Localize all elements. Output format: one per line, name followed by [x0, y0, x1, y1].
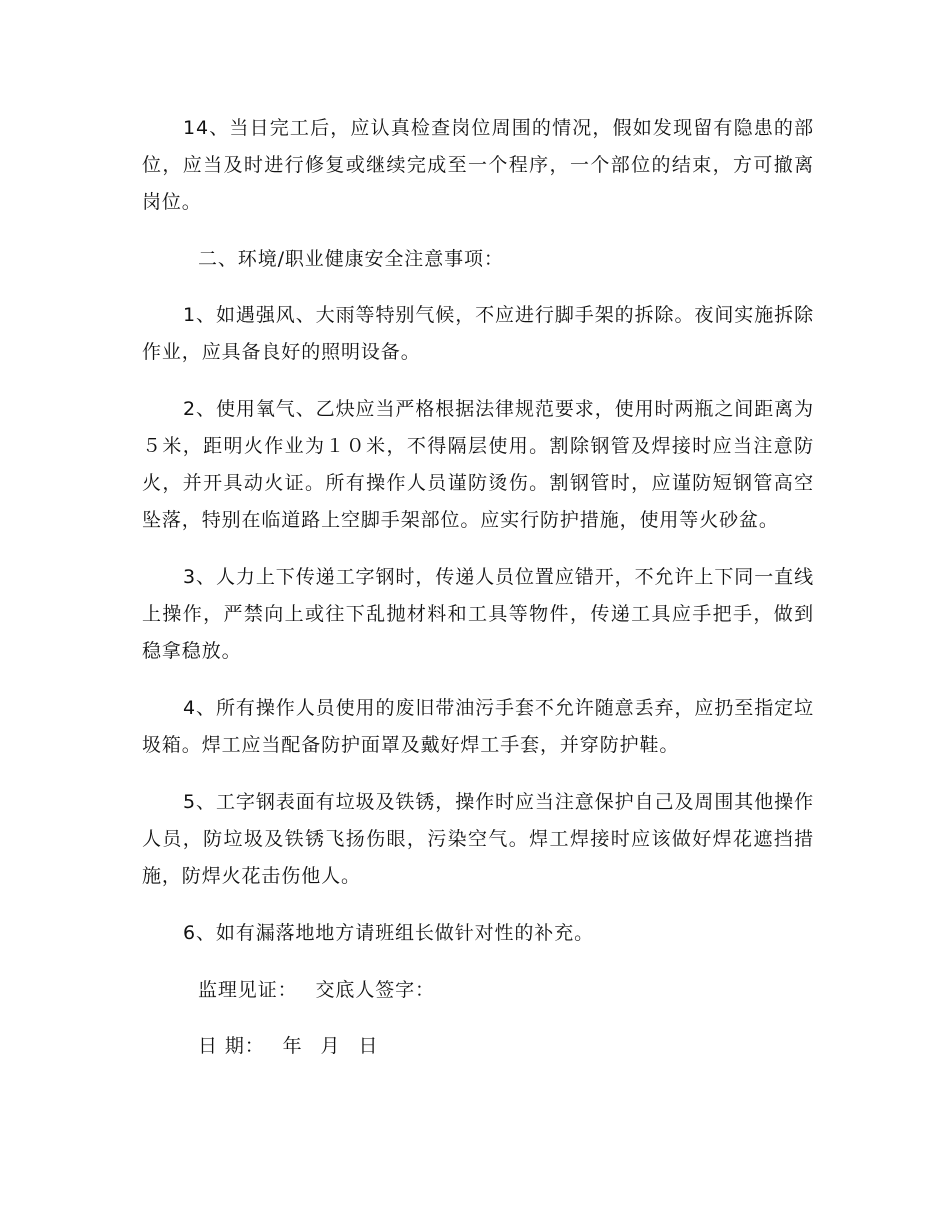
paragraph-item-6: 6、如有漏落地地方请班组长做针对性的补充。 [183, 922, 594, 944]
date-label: 日 期： [198, 1035, 265, 1057]
document-body [142, 110, 814, 1084]
paragraph-item-14: 14、当日完工后，应认真检查岗位周围的情况，假如发现留有隐患的部位，应当及时进行修复或继续完成至一个程序，一个部位的结束，方可撤离岗位。 [142, 117, 814, 213]
paragraph-item-1: 1、如遇强风、大雨等特别气候，不应进行脚手架的拆除。夜间实施拆除作业，应具备良好的照明设备。 [142, 304, 814, 363]
paragraph-item-5: 5、工字钢表面有垃圾及铁锈，操作时应当注意保护自己及周围其他操作人员，防垃圾及铁锈飞扬伤眼，污染空气。焊工焊接时应该做好焊花遮挡措施，防焊火花击伤他人。 [142, 791, 814, 887]
supervisor-witness-label: 监理见证： [198, 979, 298, 1001]
date-line [142, 1028, 814, 1065]
paragraph-item-2: 2、使用氧气、乙炔应当严格根据法律规范要求，使用时两瓶之间距离为５米，距明火作业为１０米，不得隔层使用。割除钢管及焊接时应当注意防火，并开具动火证。所有操作人员谨防烫伤。割钢管时，应谨防短钢管高空坠落，特别在临道路上空脚手架部位。应实行防护措施，使用等火砂盆。 [142, 398, 814, 531]
section-heading: 二、环境/职业健康安全注意事项： [198, 248, 504, 270]
month-label: 月 [320, 1035, 341, 1057]
year-label: 年 [282, 1035, 303, 1057]
signature-line [142, 972, 814, 1009]
briefer-signature-label: 交底人签字： [315, 979, 435, 1001]
day-label: 日 [358, 1035, 379, 1057]
paragraph-item-3: 3、人力上下传递工字钢时，传递人员位置应错开，不允许上下同一直线上操作，严禁向上或往下乱抛材料和工具等物件，传递工具应手把手，做到稳拿稳放。 [142, 566, 814, 662]
paragraph-item-4: 4、所有操作人员使用的废旧带油污手套不允许随意丢弃，应扔至指定垃圾箱。焊工应当配备防护面罩及戴好焊工手套，并穿防护鞋。 [142, 697, 814, 756]
